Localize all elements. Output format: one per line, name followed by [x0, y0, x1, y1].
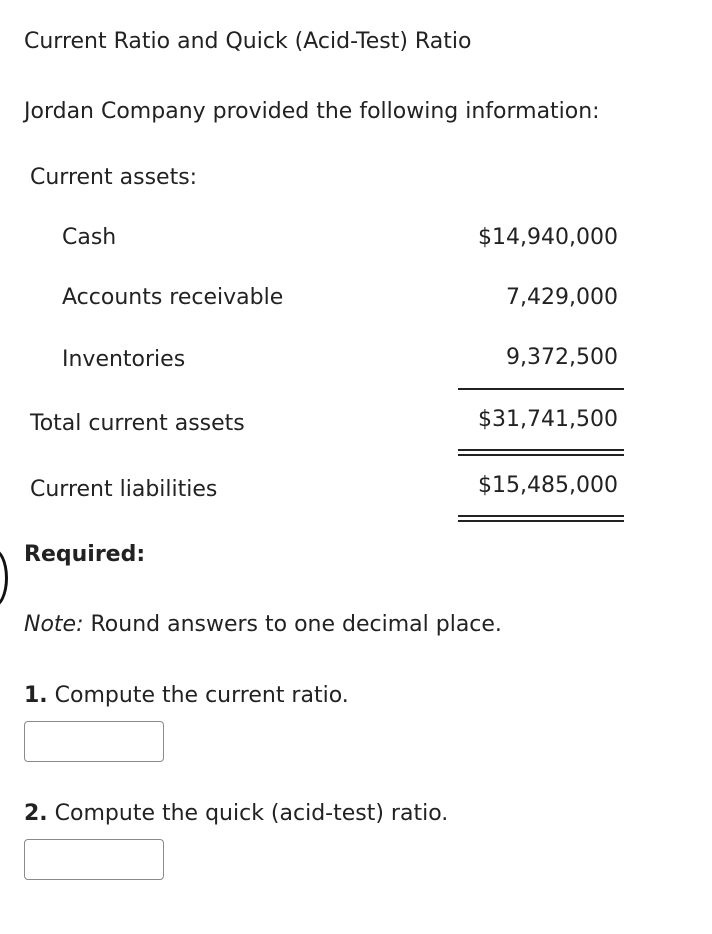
note-text: [24, 611, 502, 639]
note-prefix: Note:: [24, 612, 84, 637]
accounts-receivable-amount: 7,429,000: [506, 285, 618, 310]
accounts-receivable-label: Accounts receivable: [62, 285, 284, 310]
required-heading: Required:: [24, 542, 146, 567]
question-2-number: 2.: [24, 801, 48, 826]
intro-text: Jordan Company provided the following information:: [24, 99, 600, 124]
page-title: Current Ratio and Quick (Acid-Test) Ratio: [24, 29, 472, 54]
total-current-assets-label: Total current assets: [30, 411, 245, 436]
question-2-text: Compute the quick (acid-test) ratio.: [47, 801, 449, 826]
page-edge-mark: [0, 548, 8, 608]
current-ratio-answer-input[interactable]: [24, 721, 164, 762]
current-liabilities-amount: $15,485,000: [478, 473, 618, 498]
current-liabilities-label: Current liabilities: [30, 477, 218, 502]
total-double-rule: [458, 449, 624, 456]
question-1: [24, 682, 349, 710]
liabilities-double-rule: [458, 515, 624, 522]
inventories-amount: 9,372,500: [506, 345, 618, 370]
quick-ratio-answer-input[interactable]: [24, 839, 164, 880]
current-assets-heading: Current assets:: [30, 165, 198, 190]
subtotal-rule: [458, 388, 624, 390]
inventories-label: Inventories: [62, 347, 186, 372]
question-2: [24, 800, 448, 828]
cash-amount: $14,940,000: [478, 225, 618, 250]
cash-label: Cash: [62, 225, 117, 250]
question-1-number: 1.: [24, 683, 48, 708]
question-1-text: Compute the current ratio.: [47, 683, 349, 708]
total-current-assets-amount: $31,741,500: [478, 407, 618, 432]
note-body: Round answers to one decimal place.: [83, 612, 502, 637]
